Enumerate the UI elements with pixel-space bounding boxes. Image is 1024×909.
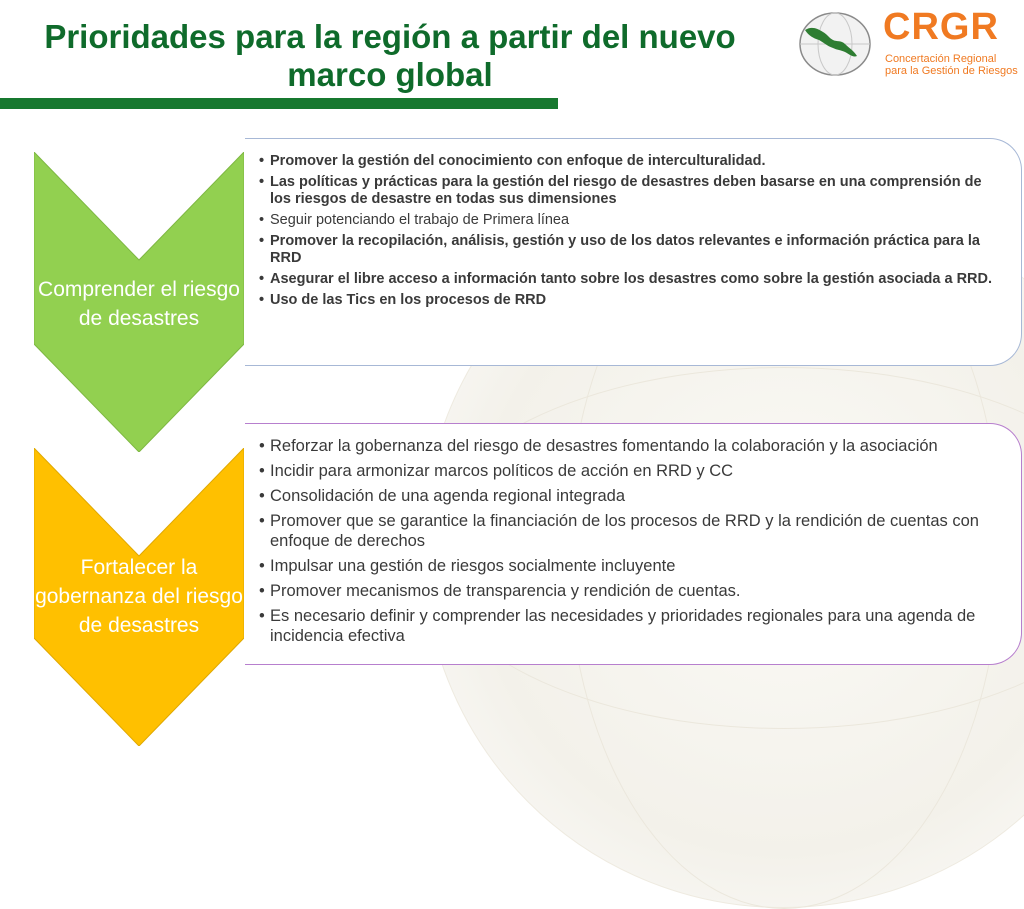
logo-title: CRGR [883,6,999,48]
bullet-item: • Seguir potenciando el trabajo de Primera línea [256,212,1001,229]
panel-fortalecer [245,423,1022,665]
bullet-item: • Las políticas y prácticas para la gestión del riesgo de desastres deben basarse en una comprensión de los riesgos de desastre en todas sus dimensiones [256,174,1001,208]
bullet-item: • Asegurar el libre acceso a información tanto sobre los desastres como sobre la gestión asociada a RRD. [256,271,1001,288]
bullet-item: • Reforzar la gobernanza del riesgo de desastres fomentando la colaboración y la asociación [256,436,1003,456]
logo-subtitle [885,53,1018,77]
section-label-comprender: Comprender el riesgo de desastres [38,278,240,330]
chevron-comprender [34,152,244,452]
globe-logo-icon [797,10,873,78]
bullet-item: • Consolidación de una agenda regional integrada [256,486,1003,506]
bullet-item: • Promover la gestión del conocimiento con enfoque de interculturalidad. [256,153,1001,170]
bullet-item: • Promover la recopilación, análisis, gestión y uso de los datos relevantes e información práctica para la RRD [256,233,1001,267]
logo-subtitle-line1: Concertación Regional [885,53,997,65]
title-underline [0,98,558,109]
logo-subtitle-line2: para la Gestión de Riesgos [885,65,1018,77]
bullet-item: • Es necesario definir y comprender las necesidades y prioridades regionales para una agenda de incidencia efectiva [256,606,1003,646]
bullet-item: • Promover que se garantice la financiación de los procesos de RRD y la rendición de cuentas con enfoque de derechos [256,511,1003,551]
section-label-fortalecer: Fortalecer la gobernanza del riesgo de desastres [35,556,243,637]
bullet-list-fortalecer [256,436,1003,646]
bullet-list-comprender [256,153,1001,309]
slide-title: Prioridades para la región a partir del nuevo marco global [44,18,736,93]
bullet-item: • Impulsar una gestión de riesgos socialmente incluyente [256,556,1003,576]
bullet-item: • Uso de las Tics en los procesos de RRD [256,292,1001,309]
panel-comprender [245,138,1022,366]
bullet-item: • Promover mecanismos de transparencia y rendición de cuentas. [256,581,1003,601]
chevron-fortalecer [34,448,244,746]
crgr-logo [795,8,1020,80]
bullet-item: • Incidir para armonizar marcos políticos de acción en RRD y CC [256,461,1003,481]
